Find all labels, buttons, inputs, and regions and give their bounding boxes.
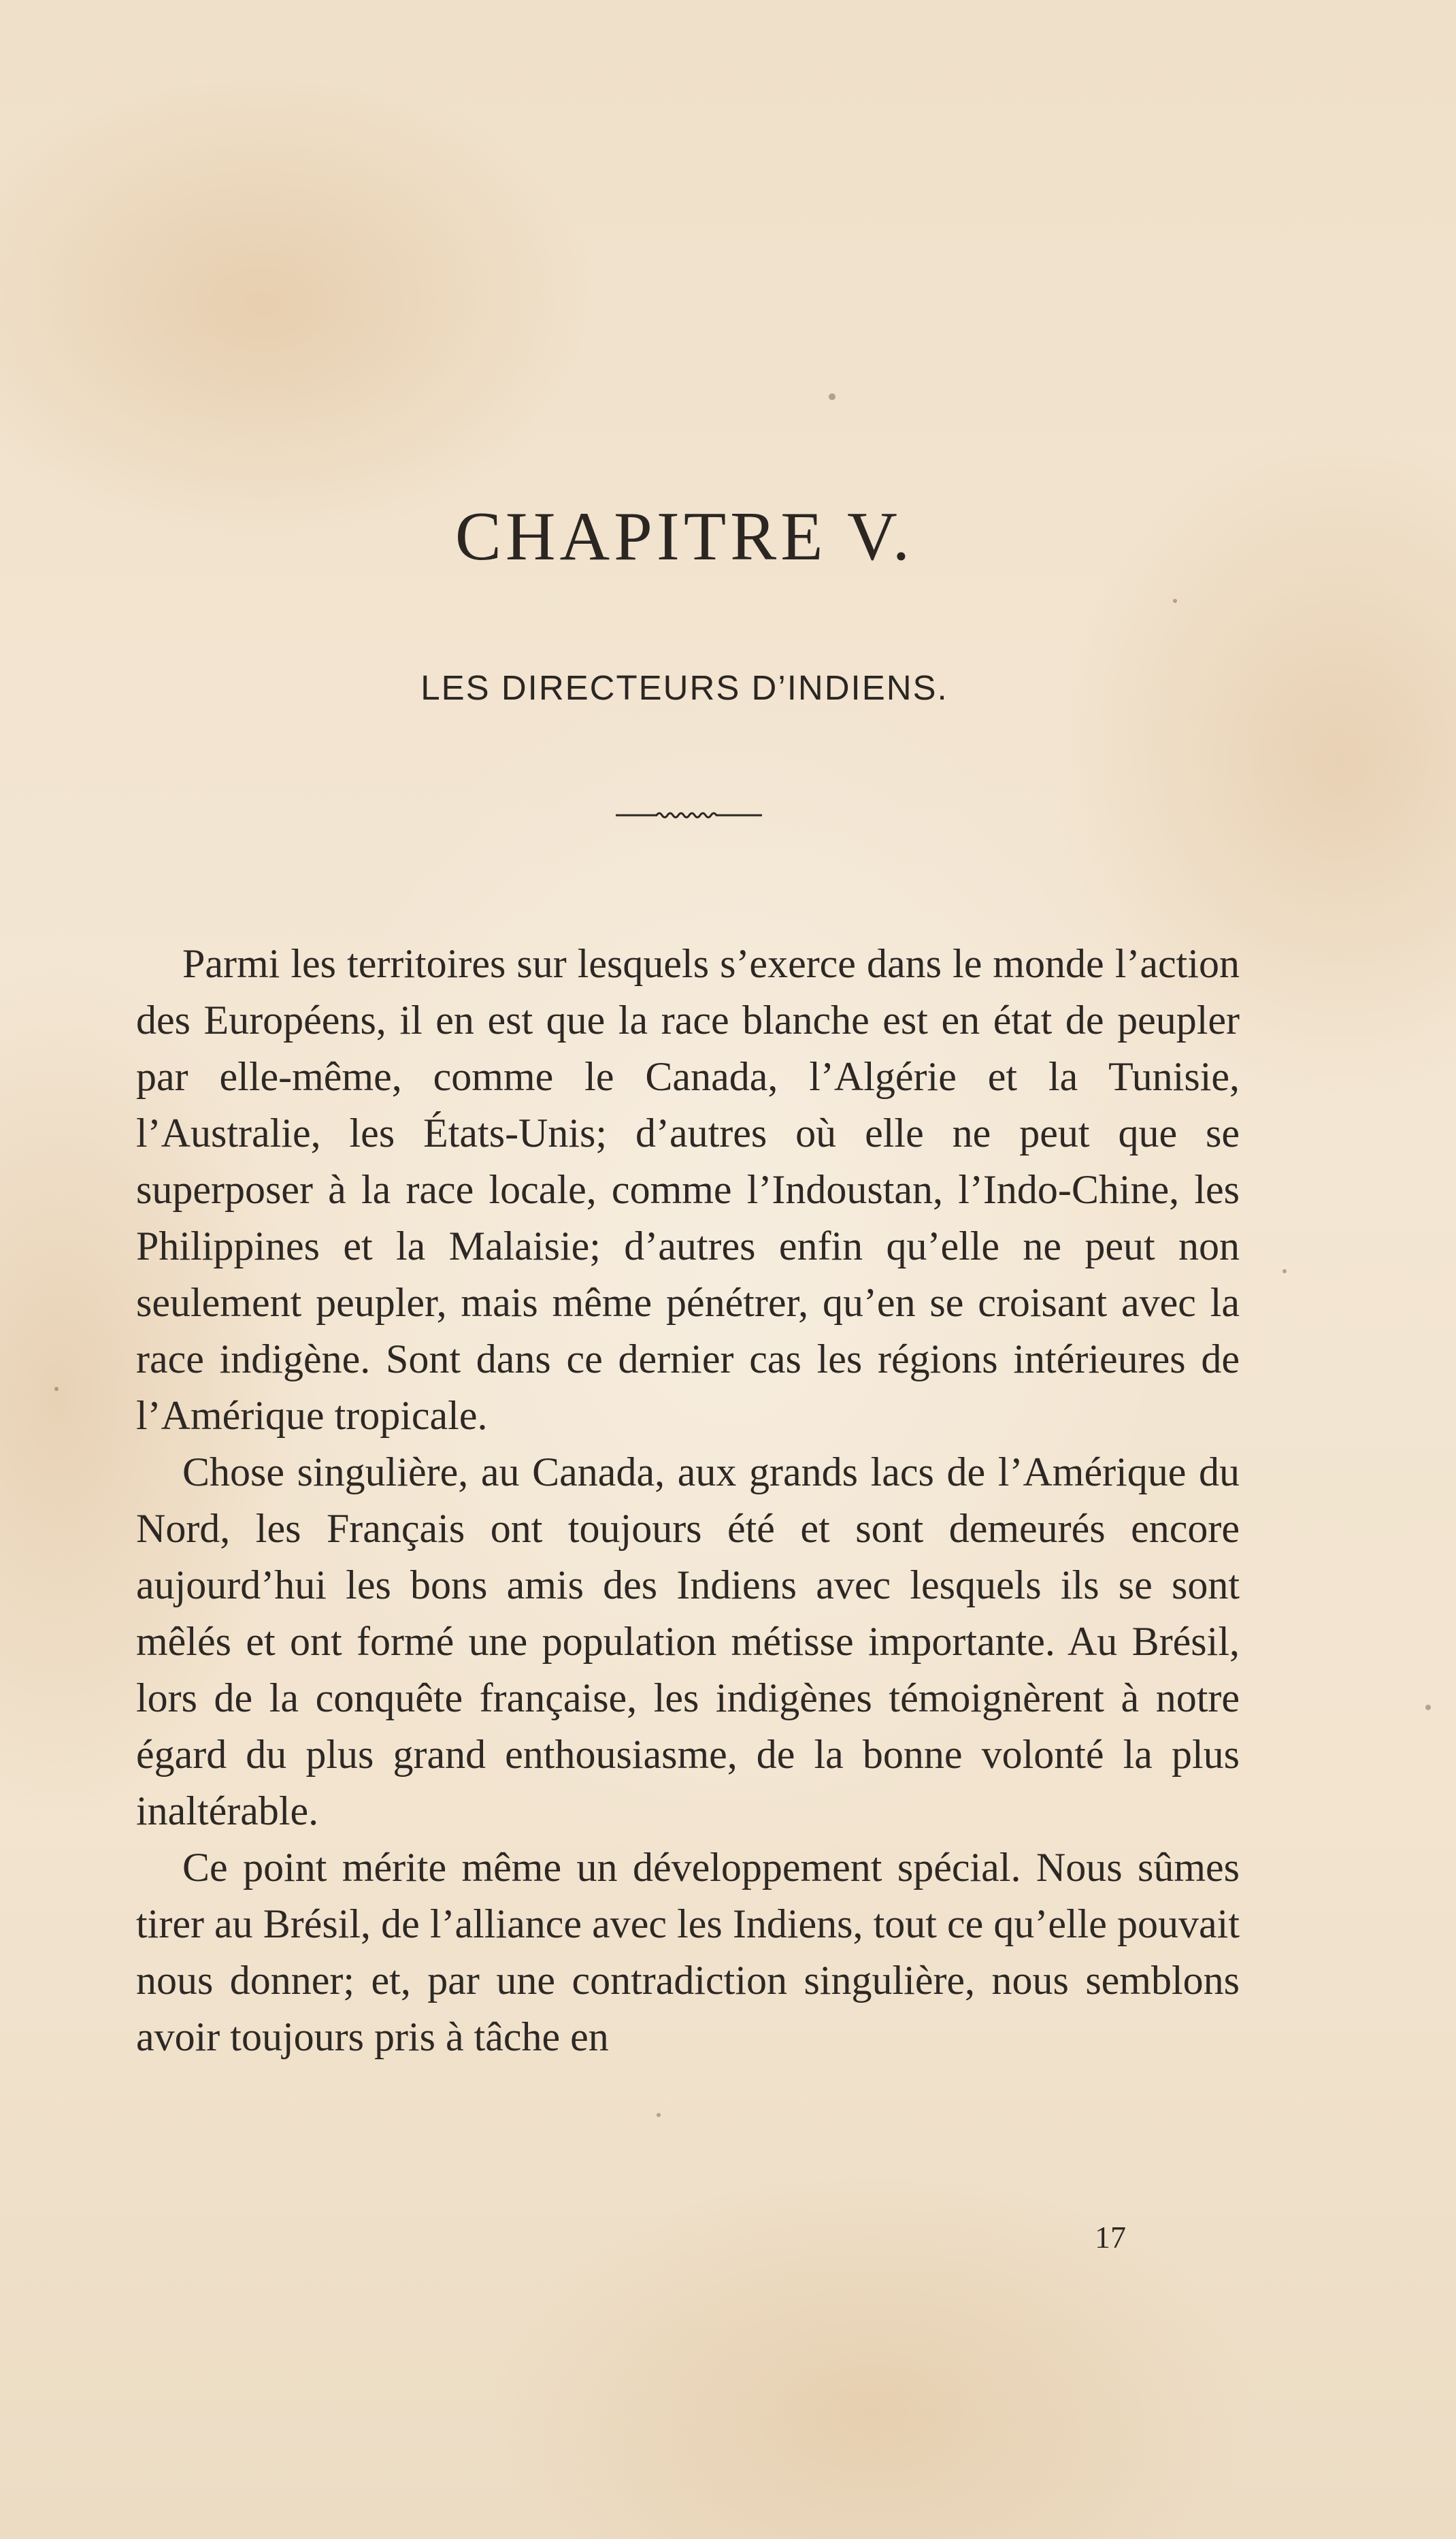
paper-speck [54,1387,59,1391]
page-number: 17 [1095,2220,1126,2255]
paper-speck [1283,1269,1287,1273]
paper-speck [1425,1705,1431,1710]
paper-speck [829,393,835,400]
chapter-subtitle: LES DIRECTEURS D’INDIENS. [420,668,948,707]
chapter-title: CHAPITRE V. [454,498,914,575]
body-text [136,936,1240,2065]
paper-speck [657,2113,661,2117]
paragraph-2: Chose singulière, au Canada, aux grands lacs de l’Amérique du Nord, les Français ont toujours été et sont demeurés encore aujourd’hui les bons amis des Indiens avec lesquels ils se sont mêlés et ont formé une population métisse importante. Au Brésil, lors de la conquête française, les indigènes témoignèrent à notre égard du plus grand enthousiasme, de la bonne volonté la plus inaltérable. [136,1449,1240,1833]
paragraph-3: Ce point mérite même un développement spécial. Nous sûmes tirer au Brésil, de l’alliance avec les Indiens, tout ce qu’elle pouvait nous donner; et, par une contradiction singulière, nous semblons avoir toujours pris à tâche en [136,1845,1240,2059]
paragraph-1: Parmi les territoires sur lesquels s’exerce dans le monde l’action des Européens, il en est que la race blanche est en état de peupler par elle-même, comme le Canada, l’Algérie et la Tunisie, l’Australie, les États-Unis; d’autres où elle ne peut que se superposer à la race locale, comme l’Indoustan, l’Indo-Chine, les Philippines et la Malaisie; d’autres enfin qu’elle ne peut non seulement peupler, mais même pénétrer, qu’en se croisant avec la race indigène. Sont dans ce dernier cas les régions intérieures de l’Amérique tropicale. [136,941,1240,1438]
paper-speck [1173,599,1177,603]
ornament-divider [616,807,762,823]
